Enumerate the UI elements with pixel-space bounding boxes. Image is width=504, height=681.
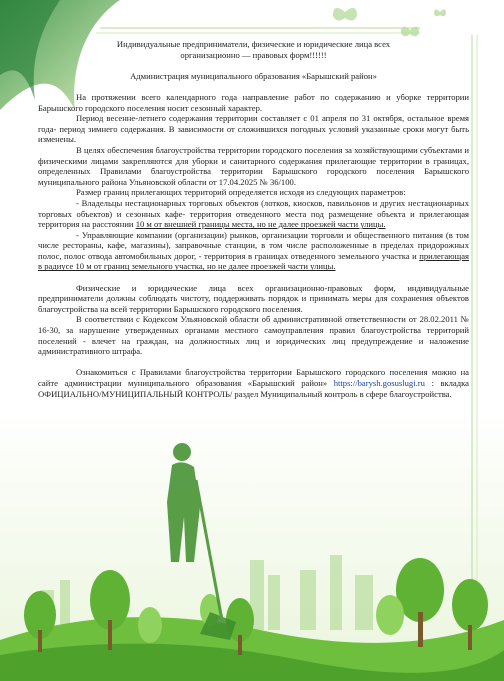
paragraph-cleanliness: Физические и юридические лица всех организационно-правовых форм, индивидуальные предприниматели должны соблюдать чистоту, поддерживать порядок и принимать меры для сохранения объектов благоустройства на всей территории Барышского городского поселения. xyxy=(38,282,469,314)
rules-text: Ознакомиться с Правилами благоустройства территории Барышского городского поселения можно на сайте администрации муниципального образования «Барышский район» xyxy=(38,367,469,388)
paragraph-companies xyxy=(38,230,469,272)
site-link[interactable]: https://barysh.gosuslugi.ru xyxy=(333,378,425,388)
rules-text-end: : вкладка ОФИЦИАЛЬНО/МУНИЦИПАЛЬНЫЙ КОНТРОЛЬ/ раздел Муниципальный контроль в сфере благоустройства. xyxy=(38,378,469,399)
paragraph-seasonal-work: На протяжении всего календарного года направление работ по содержанию и уборке территории Барышского городского поселения носит сезонный характер. xyxy=(38,91,469,113)
kiosks-text: - Владельцы нестационарных торговых объектов (лотков, киосков, павильонов и других нестационарных торговых объектов) и сезонных кафе- территория отведенного места под размещение объекта и прилегающая территория на расстоянии xyxy=(38,197,469,230)
paragraph-goals: В целях обеспечения благоустройства территории городского поселения за хозяйствующими субъектами и физическими лицами закрепляются для уборки и санитарного содержания прилегающие территории в границах, определенных Правилами благоустройства территории Барышского городского поселения Барышского муниципального района Ульяновской области от 17.04.2025 № 36/100. xyxy=(38,144,469,187)
kiosks-underlined: 10 м от внешней границы места, но не далее проезжей части улицы. xyxy=(135,219,386,230)
paragraph-borders: Размер границ прилегающих территорий определяется исходя из следующих параметров: xyxy=(76,187,406,198)
paragraph-period: Период весенне-летнего содержания территории составляет с 01 апреля по 31 октября, остальное время года- период зимнего содержания. В зависимости от сложившихся погодных условий указанные сроки могут быть изменены. xyxy=(38,113,469,145)
title-line-2: организационно — правовых форм!!!!!! xyxy=(180,49,327,60)
paragraph-rules xyxy=(38,367,469,399)
title-line-1: Индивидуальные предприниматели, физические и юридические лица всех xyxy=(116,39,391,49)
notice-document xyxy=(38,39,469,399)
administration-title: Администрация муниципального образования «Барышский район» xyxy=(130,70,377,81)
companies-text: - Управляющие компании (организации) рынков, организации торговли и общественного питания (в том числе рестораны, кафе, магазины), заправочные станции, в том числе расположенные в пределах придорожных полос, полос отвода автомобильных дорог, - территория в границах отведенного земельного участка и xyxy=(38,229,469,261)
paragraph-kiosks xyxy=(38,198,469,230)
companies-underlined: прилегающая в радиусе 10 м от границ земельного участка, но не далее проезжей части улицы. xyxy=(38,250,469,272)
paragraph-code: В соответствии с Кодексом Ульяновской области об административной ответственности от 28.02.2011 № 16-30, за нарушение утвержденных органами местного самоуправления правил благоустройства территорий поселений - влечет на граждан, на должностных лиц и юридических лиц предупреждение и наложение административного штрафа. xyxy=(38,314,469,357)
